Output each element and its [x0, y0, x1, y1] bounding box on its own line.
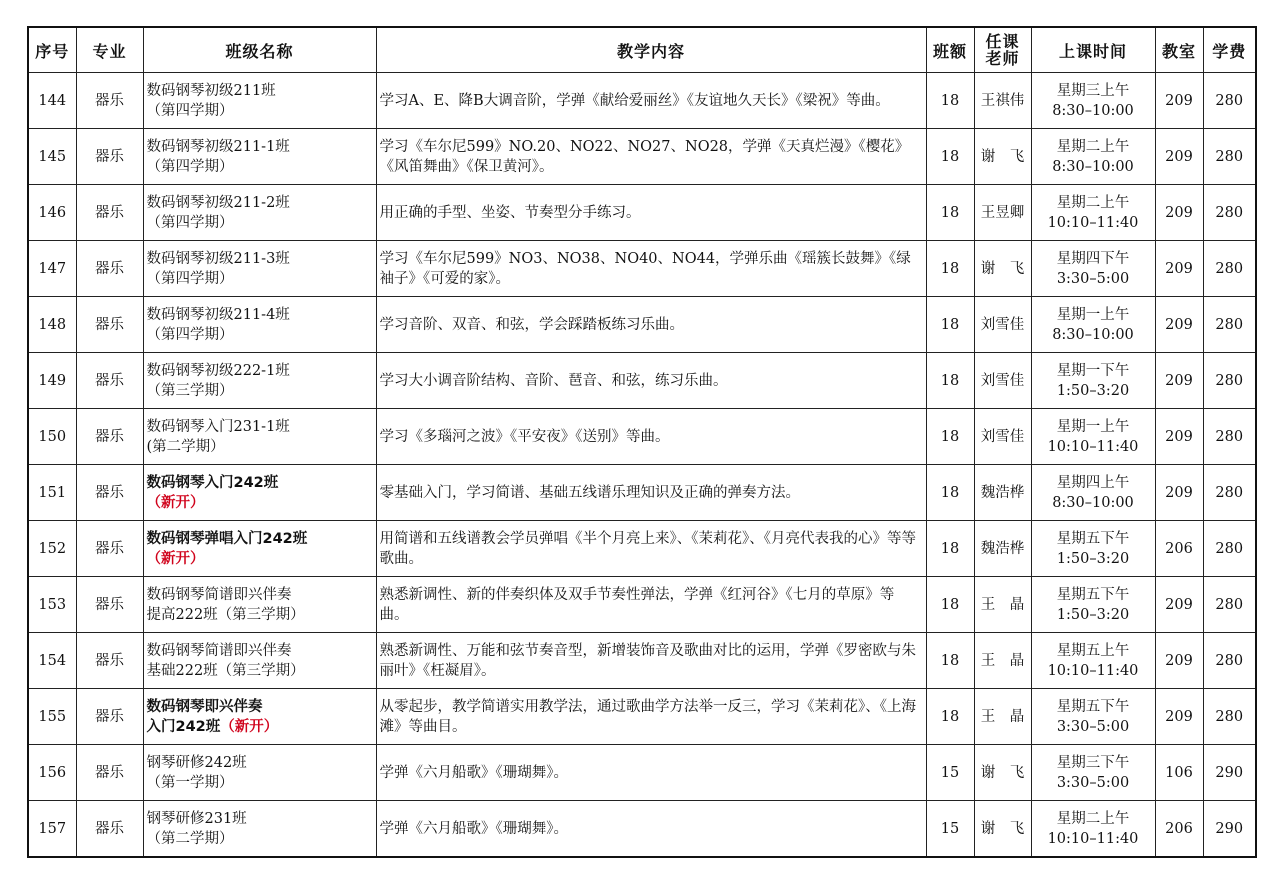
cell-fee: 290: [1203, 801, 1256, 858]
cell-quota: 18: [926, 73, 974, 129]
time-day: 星期三上午: [1056, 82, 1130, 99]
time-day: 星期五下午: [1056, 586, 1130, 603]
class-name-line1: 数码钢琴初级211-4班: [146, 306, 290, 323]
cell-room: 209: [1155, 129, 1203, 185]
class-name-line2: （第四学期）: [146, 158, 234, 175]
time-day: 星期一下午: [1056, 362, 1130, 379]
header-time: 上课时间: [1031, 27, 1155, 73]
cell-seq: 146: [28, 185, 76, 241]
table-row: [28, 297, 1256, 353]
cell-quota: 18: [926, 129, 974, 185]
cell-fee: 280: [1203, 185, 1256, 241]
cell-room: 209: [1155, 353, 1203, 409]
new-class-badge: （新开）: [146, 494, 205, 511]
table-row: [28, 801, 1256, 858]
time-range: 8:30–10:00: [1052, 102, 1134, 119]
header-fee: 学费: [1203, 27, 1256, 73]
cell-seq: 144: [28, 73, 76, 129]
course-schedule-table: [27, 26, 1257, 858]
header-class-name: 班级名称: [143, 27, 376, 73]
cell-seq: 149: [28, 353, 76, 409]
cell-time: [1031, 73, 1155, 129]
cell-teacher: 刘雪佳: [974, 409, 1031, 465]
time-day: 星期一上午: [1056, 418, 1130, 435]
table-row: [28, 521, 1256, 577]
cell-class-name: [143, 801, 376, 858]
cell-time: [1031, 129, 1155, 185]
cell-time: [1031, 521, 1155, 577]
time-day: 星期一上午: [1056, 306, 1130, 323]
cell-teacher: 谢 飞: [974, 129, 1031, 185]
cell-teacher: 谢 飞: [974, 745, 1031, 801]
table-row: [28, 633, 1256, 689]
cell-teacher: 谢 飞: [974, 241, 1031, 297]
cell-time: [1031, 577, 1155, 633]
cell-time: [1031, 353, 1155, 409]
cell-seq: 147: [28, 241, 76, 297]
cell-fee: 290: [1203, 745, 1256, 801]
cell-class-name: [143, 521, 376, 577]
table-row: [28, 577, 1256, 633]
cell-content: 学习《车尔尼599》NO3、NO38、NO40、NO44，学弹乐曲《瑶簇长鼓舞》《绿袖子》《可爱的家》。: [376, 241, 926, 297]
cell-class-name: [143, 129, 376, 185]
cell-fee: 280: [1203, 689, 1256, 745]
time-range: 3:30–5:00: [1056, 270, 1130, 287]
time-day: 星期二上午: [1056, 138, 1130, 155]
header-teacher-line1: 任课: [985, 32, 1020, 51]
cell-major: 器乐: [76, 745, 143, 801]
table-row: [28, 465, 1256, 521]
header-teacher: [974, 27, 1031, 73]
cell-seq: 145: [28, 129, 76, 185]
cell-fee: 280: [1203, 241, 1256, 297]
cell-teacher: 王祺伟: [974, 73, 1031, 129]
class-name-line2: （第四学期）: [146, 326, 234, 343]
cell-quota: 18: [926, 689, 974, 745]
time-day: 星期三下午: [1056, 754, 1130, 771]
cell-class-name: [143, 577, 376, 633]
time-range: 1:50–3:20: [1056, 550, 1130, 567]
cell-major: 器乐: [76, 241, 143, 297]
cell-class-name: [143, 409, 376, 465]
cell-class-name: [143, 689, 376, 745]
time-day: 星期五上午: [1056, 642, 1130, 659]
cell-room: 206: [1155, 801, 1203, 858]
class-name-line1: 钢琴研修231班: [146, 810, 247, 827]
cell-room: 106: [1155, 745, 1203, 801]
cell-time: [1031, 409, 1155, 465]
table-body: [28, 73, 1256, 858]
table-row: [28, 241, 1256, 297]
cell-quota: 15: [926, 745, 974, 801]
cell-content: 学习A、E、降B大调音阶，学弹《献给爱丽丝》《友谊地久天长》《梁祝》等曲。: [376, 73, 926, 129]
header-row: [28, 27, 1256, 73]
table-row: [28, 129, 1256, 185]
cell-fee: 280: [1203, 129, 1256, 185]
cell-content: 学习音阶、双音、和弦，学会踩踏板练习乐曲。: [376, 297, 926, 353]
cell-class-name: [143, 633, 376, 689]
cell-teacher: 王 晶: [974, 689, 1031, 745]
time-range: 8:30–10:00: [1052, 158, 1134, 175]
class-name-line2: （第一学期）: [146, 774, 234, 791]
time-range: 10:10–11:40: [1047, 438, 1139, 455]
cell-major: 器乐: [76, 577, 143, 633]
class-name-line1: 数码钢琴初级211-1班: [146, 138, 290, 155]
cell-quota: 15: [926, 801, 974, 858]
cell-fee: 280: [1203, 353, 1256, 409]
cell-seq: 153: [28, 577, 76, 633]
cell-time: [1031, 297, 1155, 353]
cell-fee: 280: [1203, 297, 1256, 353]
class-name-line1: 数码钢琴初级211班: [146, 82, 276, 99]
class-name-line2: （第四学期）: [146, 102, 234, 119]
cell-fee: 280: [1203, 409, 1256, 465]
class-name-line2: 入门242班: [146, 718, 221, 735]
table-row: [28, 745, 1256, 801]
class-name-line1: 数码钢琴初级222-1班: [146, 362, 290, 379]
cell-content: 熟悉新调性、新的伴奏织体及双手节奏性弹法，学弹《红河谷》《七月的草原》等曲。: [376, 577, 926, 633]
time-day: 星期二上午: [1056, 810, 1130, 827]
cell-teacher: 谢 飞: [974, 801, 1031, 858]
cell-quota: 18: [926, 185, 974, 241]
class-name-line1: 钢琴研修242班: [146, 754, 247, 771]
cell-room: 209: [1155, 577, 1203, 633]
cell-class-name: [143, 297, 376, 353]
cell-teacher: 魏浩桦: [974, 465, 1031, 521]
cell-content: 学习大小调音阶结构、音阶、琶音、和弦，练习乐曲。: [376, 353, 926, 409]
cell-room: 209: [1155, 73, 1203, 129]
time-range: 8:30–10:00: [1052, 326, 1134, 343]
cell-content: 学习《多瑙河之波》《平安夜》《送别》等曲。: [376, 409, 926, 465]
cell-fee: 280: [1203, 577, 1256, 633]
class-name-line2: 基础222班（第三学期）: [146, 662, 305, 679]
class-name-line1: 数码钢琴初级211-3班: [146, 250, 290, 267]
cell-seq: 150: [28, 409, 76, 465]
cell-major: 器乐: [76, 409, 143, 465]
cell-quota: 18: [926, 577, 974, 633]
cell-room: 209: [1155, 241, 1203, 297]
time-day: 星期四下午: [1056, 250, 1130, 267]
cell-time: [1031, 241, 1155, 297]
cell-teacher: 刘雪佳: [974, 297, 1031, 353]
header-content: 教学内容: [376, 27, 926, 73]
cell-class-name: [143, 73, 376, 129]
cell-class-name: [143, 185, 376, 241]
cell-major: 器乐: [76, 129, 143, 185]
cell-seq: 156: [28, 745, 76, 801]
class-name-line2: （第四学期）: [146, 270, 234, 287]
cell-quota: 18: [926, 353, 974, 409]
cell-major: 器乐: [76, 297, 143, 353]
cell-room: 209: [1155, 689, 1203, 745]
table-row: [28, 353, 1256, 409]
cell-fee: 280: [1203, 633, 1256, 689]
cell-time: [1031, 185, 1155, 241]
class-name-line2: 提高222班（第三学期）: [146, 606, 305, 623]
cell-seq: 152: [28, 521, 76, 577]
cell-teacher: 王 晶: [974, 633, 1031, 689]
cell-time: [1031, 633, 1155, 689]
header-quota: 班额: [926, 27, 974, 73]
class-name-line1: 数码钢琴即兴伴奏: [146, 698, 263, 715]
cell-content: 用正确的手型、坐姿、节奏型分手练习。: [376, 185, 926, 241]
cell-room: 209: [1155, 297, 1203, 353]
cell-teacher: 王 晶: [974, 577, 1031, 633]
cell-seq: 148: [28, 297, 76, 353]
cell-class-name: [143, 353, 376, 409]
cell-room: 209: [1155, 409, 1203, 465]
cell-major: 器乐: [76, 521, 143, 577]
cell-time: [1031, 465, 1155, 521]
time-day: 星期五下午: [1056, 698, 1130, 715]
cell-major: 器乐: [76, 689, 143, 745]
cell-seq: 151: [28, 465, 76, 521]
header-seq: 序号: [28, 27, 76, 73]
class-name-line2: （第四学期）: [146, 214, 234, 231]
header-teacher-line2: 老师: [985, 49, 1020, 68]
class-name-line2: （第二学期）: [146, 830, 234, 847]
cell-fee: 280: [1203, 521, 1256, 577]
cell-seq: 157: [28, 801, 76, 858]
cell-room: 209: [1155, 633, 1203, 689]
class-name-line1: 数码钢琴入门231-1班: [146, 418, 290, 435]
cell-content: 学弹《六月船歌》《珊瑚舞》。: [376, 801, 926, 858]
cell-major: 器乐: [76, 73, 143, 129]
cell-time: [1031, 689, 1155, 745]
cell-quota: 18: [926, 241, 974, 297]
new-class-badge: （新开）: [220, 718, 279, 735]
cell-time: [1031, 745, 1155, 801]
class-name-line1: 数码钢琴简谱即兴伴奏: [146, 642, 292, 659]
cell-content: 学习《车尔尼599》NO.20、NO22、NO27、NO28，学弹《天真烂漫》《樱花》《风笛舞曲》《保卫黄河》。: [376, 129, 926, 185]
cell-quota: 18: [926, 633, 974, 689]
cell-major: 器乐: [76, 353, 143, 409]
cell-quota: 18: [926, 297, 974, 353]
cell-class-name: [143, 241, 376, 297]
cell-time: [1031, 801, 1155, 858]
cell-major: 器乐: [76, 185, 143, 241]
new-class-badge: （新开）: [146, 550, 205, 567]
time-day: 星期二上午: [1056, 194, 1130, 211]
cell-content: 熟悉新调性、万能和弦节奏音型，新增装饰音及歌曲对比的运用，学弹《罗密欧与朱丽叶》《枉凝眉》。: [376, 633, 926, 689]
time-day: 星期四上午: [1056, 474, 1130, 491]
class-name-line1: 数码钢琴弹唱入门242班: [146, 530, 308, 547]
cell-quota: 18: [926, 465, 974, 521]
table-row: [28, 409, 1256, 465]
cell-quota: 18: [926, 521, 974, 577]
time-range: 3:30–5:00: [1056, 774, 1130, 791]
table-row: [28, 689, 1256, 745]
class-name-line1: 数码钢琴简谱即兴伴奏: [146, 586, 292, 603]
cell-major: 器乐: [76, 801, 143, 858]
cell-quota: 18: [926, 409, 974, 465]
class-name-line2: （第三学期）: [146, 382, 234, 399]
cell-class-name: [143, 465, 376, 521]
header-major: 专业: [76, 27, 143, 73]
table-row: [28, 73, 1256, 129]
cell-room: 209: [1155, 185, 1203, 241]
cell-content: 从零起步，教学简谱实用教学法，通过歌曲学方法举一反三，学习《茉莉花》、《上海滩》等曲目。: [376, 689, 926, 745]
time-range: 1:50–3:20: [1056, 606, 1130, 623]
cell-room: 209: [1155, 465, 1203, 521]
cell-content: 零基础入门，学习简谱、基础五线谱乐理知识及正确的弹奏方法。: [376, 465, 926, 521]
class-name-line1: 数码钢琴初级211-2班: [146, 194, 290, 211]
header-room: 教室: [1155, 27, 1203, 73]
cell-major: 器乐: [76, 633, 143, 689]
cell-teacher: 王昱卿: [974, 185, 1031, 241]
cell-major: 器乐: [76, 465, 143, 521]
cell-content: 用简谱和五线谱教会学员弹唱《半个月亮上来》、《茉莉花》、《月亮代表我的心》等等歌曲。: [376, 521, 926, 577]
cell-content: 学弹《六月船歌》《珊瑚舞》。: [376, 745, 926, 801]
time-range: 10:10–11:40: [1047, 830, 1139, 847]
cell-teacher: 魏浩桦: [974, 521, 1031, 577]
time-day: 星期五下午: [1056, 530, 1130, 547]
time-range: 1:50–3:20: [1056, 382, 1130, 399]
time-range: 10:10–11:40: [1047, 214, 1139, 231]
cell-fee: 280: [1203, 465, 1256, 521]
cell-room: 206: [1155, 521, 1203, 577]
cell-fee: 280: [1203, 73, 1256, 129]
table-row: [28, 185, 1256, 241]
time-range: 10:10–11:40: [1047, 662, 1139, 679]
cell-teacher: 刘雪佳: [974, 353, 1031, 409]
cell-class-name: [143, 745, 376, 801]
cell-seq: 155: [28, 689, 76, 745]
class-name-line1: 数码钢琴入门242班: [146, 474, 279, 491]
class-name-line2: (第二学期）: [146, 438, 225, 455]
cell-seq: 154: [28, 633, 76, 689]
time-range: 3:30–5:00: [1056, 718, 1130, 735]
time-range: 8:30–10:00: [1052, 494, 1134, 511]
